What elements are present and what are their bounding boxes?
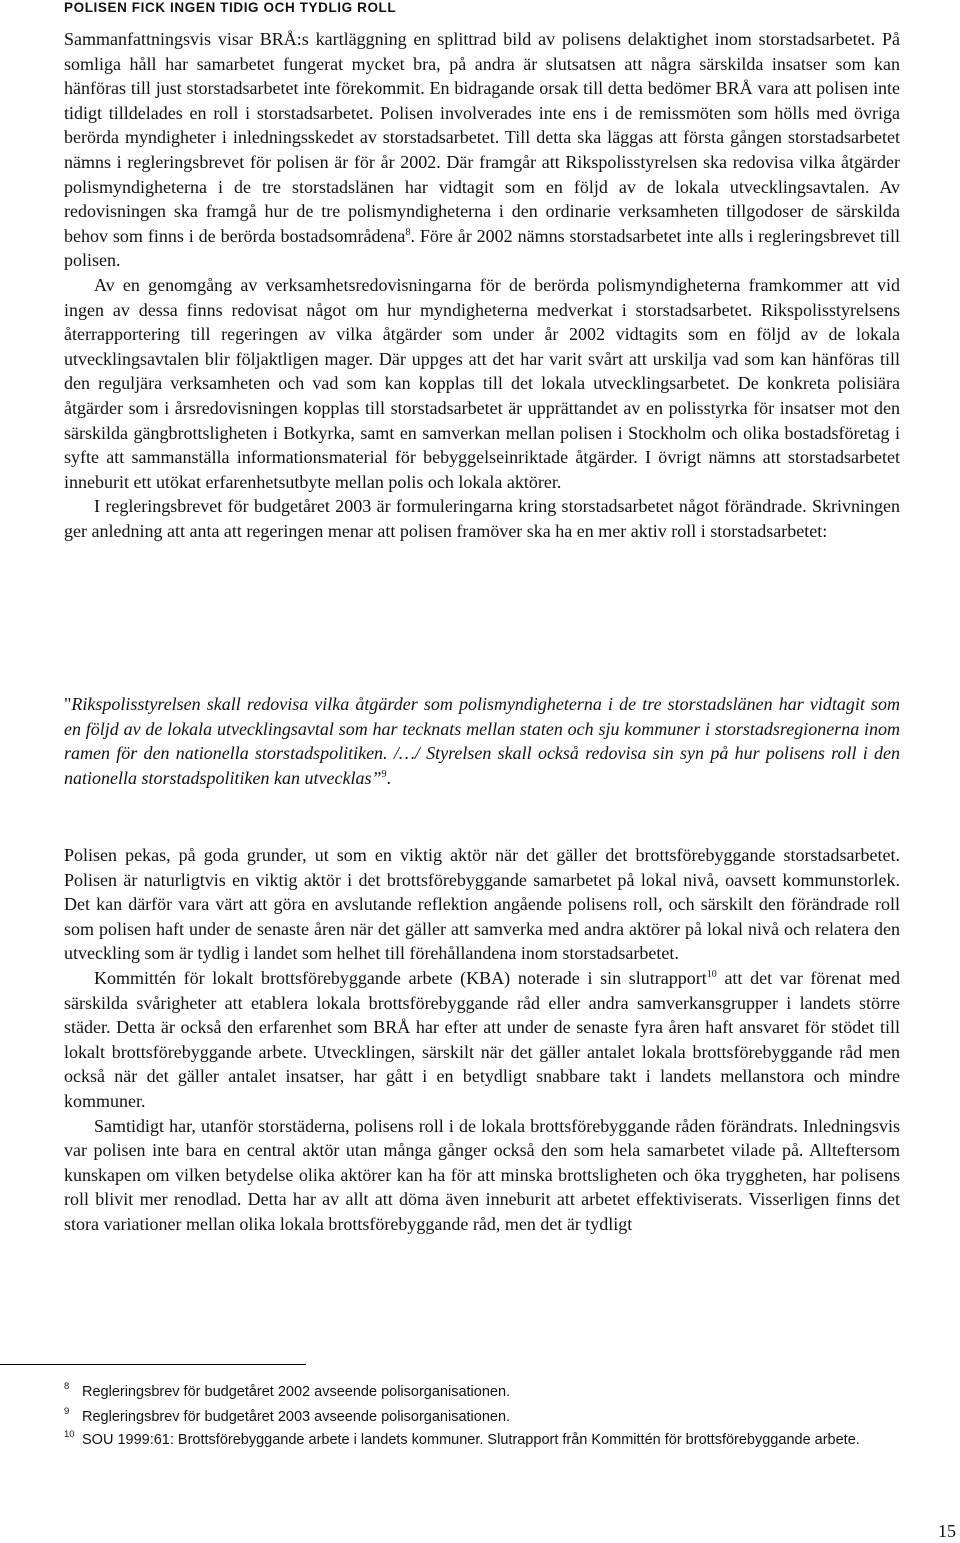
paragraph-2: Av en genomgång av verksamhetsredovisningarna för de berörda polismyndigheterna framkommer att vid ingen av dessa finns redovisat något om hur myndigheterna medverkat i storstadsarbetet. Rikspolisstyrelsens återrapportering till regeringen av vilka åtgärder som under år 2002 vidtagits som en följd av de lokala utvecklingsavtalen blir följaktligen mager. Där uppges att det har varit svårt att urskilja vad som kan hänföras till den reguljära verksamheten och vad som kan kopplas till det lokala utvecklingsarbetet. De konkreta polisiära åtgärder som i årsredovisningen kopplas till storstadsarbetet är upprättandet av en polisstyrka för insatser mot den särskilda gängbrottsligheten i Botkyrka, samt en samverkan mellan polisen i Stockholm och olika bostadsföretag i syfte att sammanställa informationsmaterial för bebyggelseinriktade åtgärder. I övrigt nämns att storstadsarbetet inneburit ett utökat erfarenhetsutbyte mellan polis och lokala aktörer. (64, 274, 900, 492)
body-text-bottom (64, 843, 900, 1237)
footnote-divider (0, 1364, 306, 1365)
block-quote (64, 692, 900, 790)
footnote-text: SOU 1999:61: Brottsförebyggande arbete i landets kommuner. Slutrapport från Kommittén för brottsförebyggande arbete. (82, 1432, 860, 1448)
paragraph-5-text-a: Kommittén för lokalt brottsförebyggande arbete (KBA) noterade i sin slutrapport (94, 967, 707, 988)
running-header: POLISEN FICK INGEN TIDIG OCH TYDLIG ROLL (64, 0, 397, 15)
footnote-10: 10 SOU 1999:61: Brottsförebyggande arbete i landets kommuner. Slutrapport från Kommittén för brottsförebyggande arbete. (64, 1429, 860, 1448)
footnotes (64, 1381, 900, 1452)
paragraph-1 (64, 27, 900, 273)
quote-close-mark: ” (371, 767, 382, 788)
footnote-ref-8[interactable]: 8 (405, 226, 411, 238)
quote-paragraph (64, 692, 900, 790)
paragraph-1-text-b: . Före år 2002 nämns storstadsarbetet inte alls i regleringsbrevet till polisen. (64, 225, 900, 271)
quote-text: Rikspolisstyrelsen skall redovisa vilka åtgärder som polismyndigheterna i de tre storstadslänen har vidtagit som en följd av de lokala utvecklingsavtal som har tecknats mellan staten och sju kommuner i storstadsregionerna inom ramen för den nationella storstadspolitiken. /…/ Styrelsen skall också redovisa sin syn på hur polisens roll i den nationella storstadspolitiken kan utvecklas (64, 694, 900, 788)
paragraph-5-text-b: att det var förenat med särskilda svårigheter att etablera lokala brottsförebyggande råd eller andra samverkansgrupper i landets större städer. Detta är också den erfarenhet som BRÅ har efter att under de senaste fyra åren haft ansvaret för stödet till lokalt brottsförebyggande arbete. Utvecklingen, särskilt när det gäller antalet lokala brottsförebyggande råd men också när det gäller antalet insatser, har gått i en betydligt snabbare takt i landets mellanstora och mindre kommuner. (64, 967, 900, 1111)
paragraph-3: I regleringsbrevet för budgetåret 2003 är formuleringarna kring storstadsarbetet något förändrade. Skrivningen ger anledning att anta att regeringen menar att polisen framöver ska ha en mer aktiv roll i storstadsarbetet: (64, 496, 900, 541)
footnote-text: Regleringsbrev för budgetåret 2002 avseende polisorganisationen. (82, 1384, 511, 1400)
footnote-9: 9 Regleringsbrev för budgetåret 2003 avseende polisorganisationen. (64, 1406, 511, 1425)
paragraph-6: Samtidigt har, utanför storstäderna, polisens roll i de lokala brottsförebyggande råden förändrats. Inledningsvis var polisen inte bara en central aktör utan många gånger också den som hela samarbetet vilade på. Allteftersom kunskapen om vilken betydelse olika aktörer kan ha för att minska brottsligheten och öka tryggheten, har polisens roll blivit mer renodlad. Detta har av allt att döma även inneburit att arbetet effektiviserats. Visserligen finns det stora variationer mellan olika lokala brottsförebyggande råd, men det är tydligt (64, 1115, 900, 1234)
quote-open-mark: " (64, 694, 72, 714)
quote-end: . (386, 767, 391, 788)
paragraph-4: Polisen pekas, på goda grunder, ut som en viktig aktör när det gäller det brottsförebyggande storstadsarbetet. Polisen är naturligtvis en viktig aktör i det brottsförebyggande samarbetet på lokal nivå, oavsett kommunstorlek. Det kan därför vara värt att göra en avslutande reflektion angående polisens roll, och särskilt den förändrade roll som polisen haft under de senaste åren när det gäller att samverka med andra aktörer på lokal nivå och relatera den utveckling som är tydlig i landet som helhet till förehållandena inom storstadsarbetet. (64, 845, 900, 964)
body-text-top (64, 27, 900, 543)
footnote-8: 8 Regleringsbrev för budgetåret 2002 avseende polisorganisationen. (64, 1381, 511, 1400)
page-number: 15 (938, 1521, 956, 1541)
footnote-ref-10[interactable]: 10 (706, 968, 717, 980)
paragraph-5 (64, 966, 900, 1114)
paragraph-1-text-a: Sammanfattningsvis visar BRÅ:s kartläggning en splittrad bild av polisens delaktighet inom storstadsarbetet. På somliga håll har samarbetet fungerat mycket bra, på andra är slutsatsen att några särskilda insatser som kan hänföras till just storstadsarbetet inte förekommit. En bidragande orsak till detta bedömer BRÅ vara att polisen inte tidigt tilldelades en roll i storstadsarbetet. Polisen involverades inte ens i de remissmöten som hölls med övriga berörda myndigheter i inledningsskedet av storstadsarbetet. Till detta ska läggas att första gången storstadsarbetet nämns i regleringsbrevet för polisen är för år 2002. Där framgår att Rikspolisstyrelsen ska redovisa vilka åtgärder polismyndigheterna i de tre storstadslänen har vidtagit som en följd av de lokala utvecklingsavtalen. Av redovisningen ska framgå hur de tre polismyndigheterna i den ordinarie verksamheten tillgodoser de särskilda behov som finns i de berörda bostadsområdena (64, 29, 900, 246)
footnote-ref-9[interactable]: 9 (381, 768, 387, 780)
footnote-text: Regleringsbrev för budgetåret 2003 avseende polisorganisationen. (82, 1409, 511, 1425)
